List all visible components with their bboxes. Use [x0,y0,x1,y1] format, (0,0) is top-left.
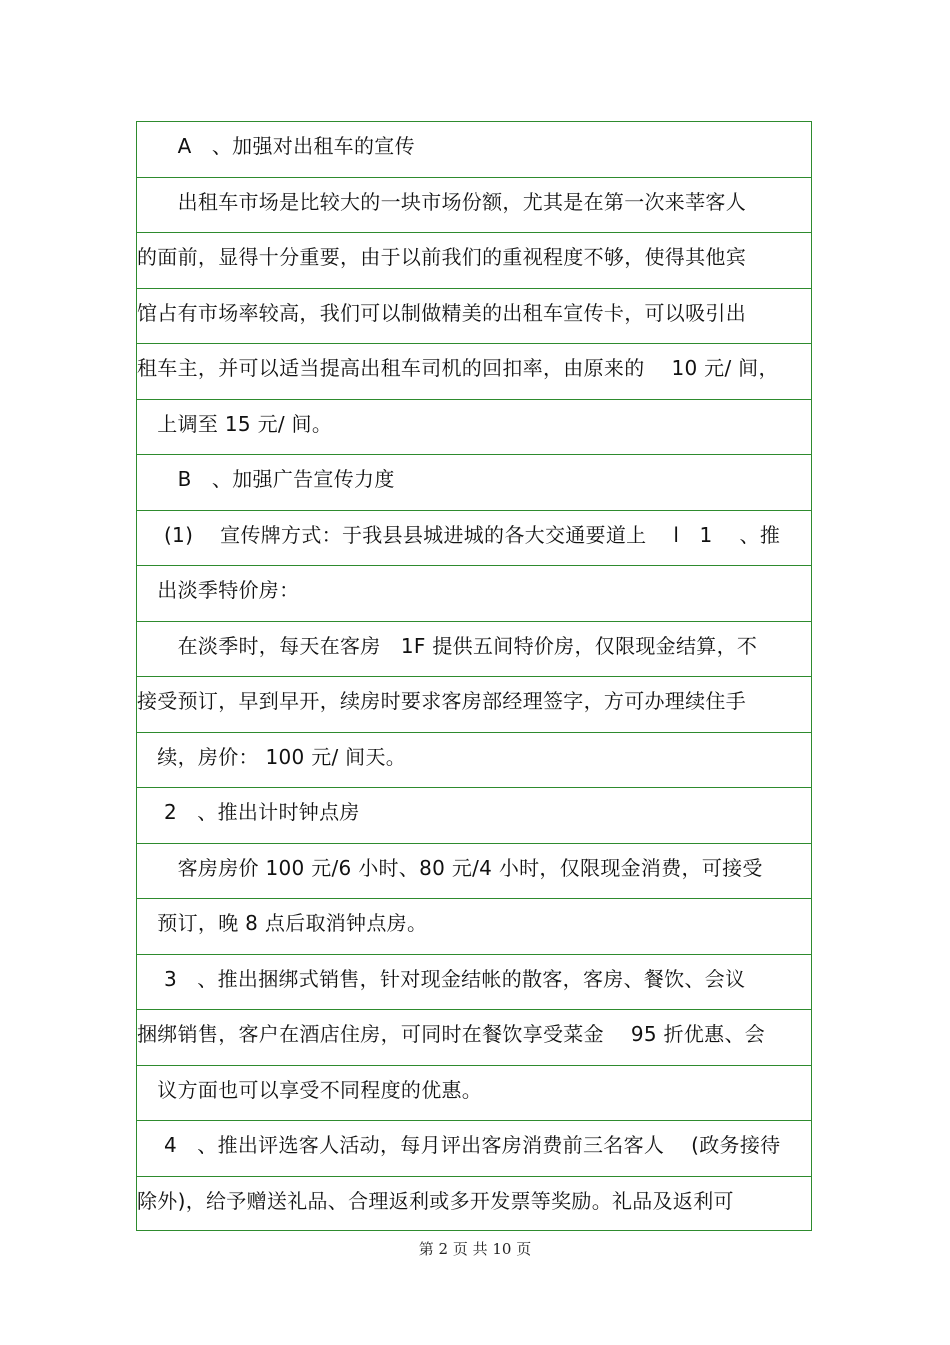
text-line: (1) 宣传牌方式：于我县县城进城的各大交通要道上 l 1 、推 [137,522,781,547]
text-row [137,1066,811,1122]
text-row [137,955,811,1011]
text-row [137,122,811,178]
text-row [137,455,811,511]
text-line: 在淡季时，每天在客房 1F 提供五间特价房，仅限现金结算，不 [137,633,758,658]
text-row [137,400,811,456]
text-row [137,178,811,234]
text-row [137,899,811,955]
text-row [137,788,811,844]
text-row [137,566,811,622]
text-line: 续，房价： 100 元/ 间天。 [137,744,407,769]
text-line: 预订，晚 8 点后取消钟点房。 [137,911,428,935]
text-line: 捆绑销售，客户在酒店住房，可同时在餐饮享受菜金 95 折优惠、会 [137,1022,766,1046]
text-row [137,733,811,789]
text-row [137,289,811,345]
text-line: 客房房价 100 元/6 小时、80 元/4 小时，仅限现金消费，可接受 [137,855,763,880]
text-line: 3 、推出捆绑式销售，针对现金结帐的散客，客房、餐饮、会议 [137,966,746,991]
text-line: 的面前，显得十分重要，由于以前我们的重视程度不够，使得其他宾 [137,245,746,269]
text-row [137,1177,811,1233]
text-line: A 、加强对出租车的宣传 [137,134,415,158]
text-line: 租车主，并可以适当提高出租车司机的回扣率，由原来的 10 元/ 间， [137,356,779,380]
text-row [137,511,811,567]
text-row [137,344,811,400]
text-row [137,622,811,678]
text-row [137,677,811,733]
text-line: 馆占有市场率较高，我们可以制做精美的出租车宣传卡，可以吸引出 [137,300,746,325]
page-number: 第 2 页 共 10 页 [418,1240,532,1258]
text-line: 出淡季特价房： [137,578,300,602]
document-frame [136,121,812,1231]
text-line: 4 、推出评选客人活动，每月评出客房消费前三名客人 (政务接待 [137,1133,781,1157]
text-line: 接受预订，早到早开，续房时要求客房部经理签字，方可办理续住手 [137,689,746,713]
text-line: B 、加强广告宣传力度 [137,467,395,491]
text-line: 上调至 15 元/ 间。 [137,411,333,436]
text-line: 除外)，给予赠送礼品、合理返利或多开发票等奖励。礼品及返利可 [137,1188,734,1213]
text-row [137,1121,811,1177]
text-line: 2 、推出计时钟点房 [137,800,360,824]
text-row [137,233,811,289]
text-row [137,844,811,900]
text-line: 出租车市场是比较大的一块市场份额，尤其是在第一次来莘客人 [137,189,746,214]
text-row [137,1010,811,1066]
text-line: 议方面也可以享受不同程度的优惠。 [137,1077,483,1102]
